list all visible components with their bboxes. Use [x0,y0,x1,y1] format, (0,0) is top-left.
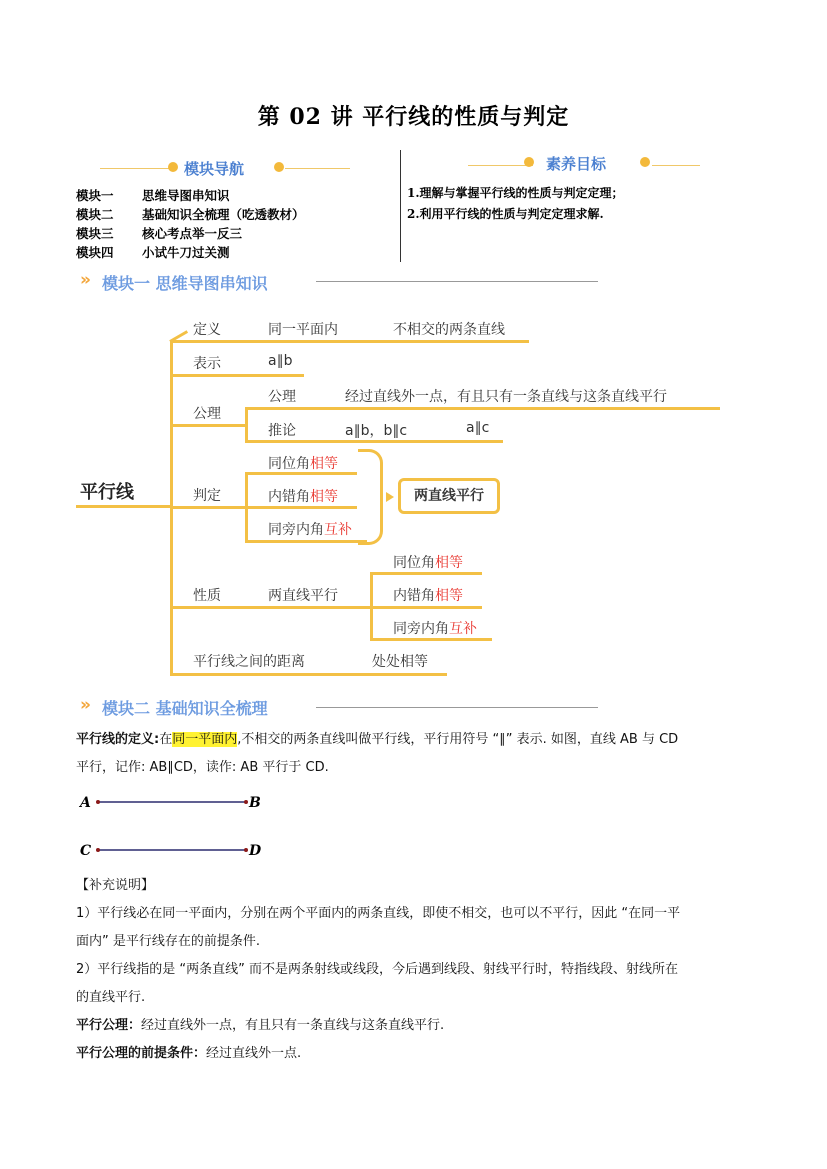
mindmap-def-label: 定义 [193,322,221,338]
mindmap-axiom-text: 经过直线外一点，有且只有一条直线与这条直线平行 [345,389,667,405]
point-c [96,848,100,852]
mindmap-judge-result: 两直线平行 [398,478,500,514]
mindmap-judge-label: 判定 [193,488,221,504]
goal-item: 1.理解与掌握平行线的性质与判定定理； [407,186,624,200]
mindmap-prop-line [172,606,372,609]
point-d [244,848,248,852]
mindmap-judge-line [172,506,247,509]
nav-item[interactable]: 模块四 小试牛刀过关测 [76,245,230,260]
mindmap-prop-item-line [370,606,482,609]
mindmap-judge-item-line [245,506,357,509]
mindmap-axiom-sub-line [245,407,720,410]
nav-heading: 模块导航 [184,160,245,178]
label-c: C [80,843,92,859]
mindmap-judge-item: 同旁内角互补 [268,522,352,538]
point-a [96,800,100,804]
point-b [244,800,248,804]
module2-title: 模块二 基础知识全梳理 [102,699,268,718]
mindmap-root-line [76,505,172,508]
mindmap-judge-item: 同位角相等 [268,456,338,472]
mindmap-judge-item: 内错角相等 [268,489,338,505]
mindmap-judge-bracket [358,449,383,545]
supplement-block: 【补充说明】 1）平行线必在同一平面内，分别在两个平面内的两条直线，即使不相交，也可以不平行，因此 “在同一平 面内” 是平行线存在的前提条件. 2）平行线指的是 “两条直线” 而不是两条射线或线段，今后遇到线段、射线平行时，特指线段、射线所在 的直线平行. 平行公理：经过直线外一点，有且只有一条直线与这条直线平行. 平行公理的前提条件：经过直线外一点. [76,872,766,1068]
mindmap-prop-item: 同旁内角互补 [393,621,477,637]
module1-title: 模块一 思维导图串知识 [102,274,268,293]
highlight-text: 同一平面内 [172,732,238,747]
label-a: A [80,795,91,811]
mindmap-dist-line [172,673,447,676]
mindmap-judge-item-line [245,540,367,543]
module-chevron-icon: » [80,695,91,715]
arrow-right-icon [386,492,394,502]
mindmap-notation-label: 表示 [193,356,221,372]
axiom-paragraph: 平行公理：经过直线外一点，有且只有一条直线与这条直线平行. [76,1018,445,1033]
mindmap-corollary-b: a∥c [466,420,490,436]
mindmap-root: 平行线 [80,482,134,503]
mindmap-notation-line [172,374,304,377]
mindmap-corollary-label: 推论 [268,423,296,439]
mindmap-prop-item-line [370,638,492,641]
mindmap-def-a: 同一平面内 [268,322,338,338]
module2-rule [316,707,598,708]
label-d: D [249,843,262,859]
mindmap-prop-label: 性质 [193,588,221,604]
mindmap-axiom-label: 公理 [193,406,221,422]
definition-paragraph: 平行线的定义:在同一平面内,不相交的两条直线叫做平行线，平行用符号 “∥” 表示. 如图，直线 AB 与 CD 平行，记作: AB∥CD，读作: AB 平行于 CD. [76,732,679,775]
nav-item[interactable]: 模块三 核心考点举一反三 [76,226,243,241]
mindmap-prop-item: 内错角相等 [393,588,463,604]
label-b: B [249,795,261,811]
supplement-heading: 【补充说明】 [76,878,155,893]
premise-paragraph: 平行公理的前提条件：经过直线外一点. [76,1046,302,1061]
mindmap-judge-item-line [245,472,357,475]
mindmap-notation-val: a∥b [268,353,293,369]
mindmap-dist-val: 处处相等 [372,654,428,670]
mindmap-def-line [172,340,529,343]
page-title: 第 02 讲 平行线的性质与判定 [257,104,570,130]
mindmap-corollary-line [245,440,503,443]
goal-item: 2.利用平行线的性质与判定定理求解. [407,207,604,221]
nav-item[interactable]: 模块二 基础知识全梳理（吃透教材） [76,207,305,222]
mindmap-axiom-line [172,424,247,427]
parallel-lines-figure [76,790,276,862]
mindmap-axiom-sub: 公理 [268,389,296,405]
mindmap-dist-label: 平行线之间的距离 [193,654,305,670]
mindmap-axiom-branch [245,408,248,440]
goals-heading: 素养目标 [546,155,607,173]
mindmap-corollary-a: a∥b，b∥c [345,423,408,439]
mindmap-def-b: 不相交的两条直线 [393,322,505,338]
mindmap-prop-item-line [370,572,482,575]
module-chevron-icon: » [80,270,91,290]
nav-item[interactable]: 模块一 思维导图串知识 [76,188,230,203]
mindmap-prop-premise: 两直线平行 [268,588,338,604]
mindmap-prop-item: 同位角相等 [393,555,463,571]
